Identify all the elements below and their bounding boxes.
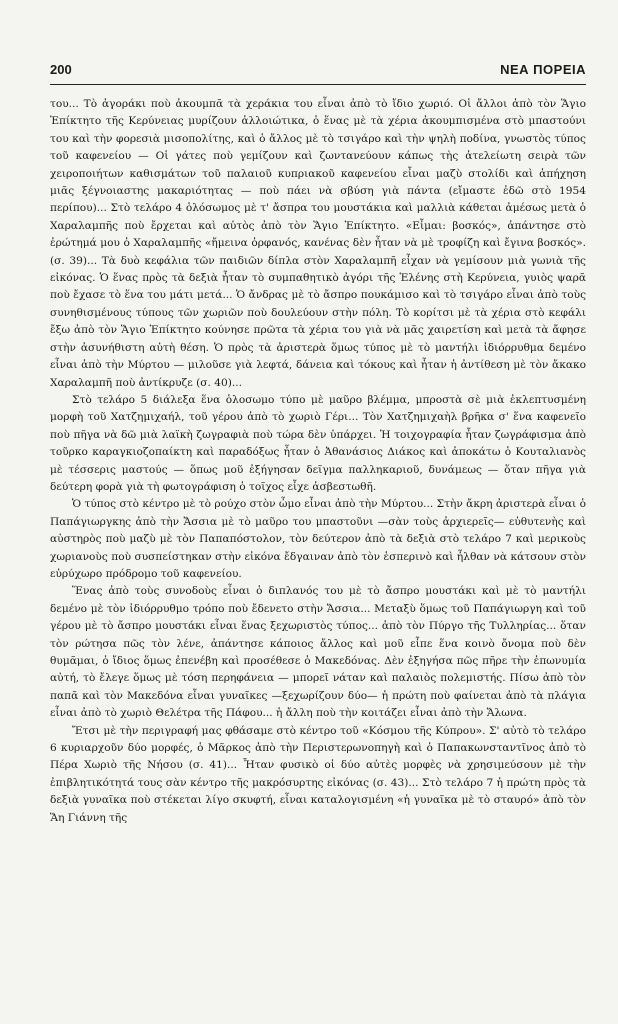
- paragraph: Ἕνας ἀπὸ τοὺς συνοδοὺς εἶναι ὁ διπλανός του μὲ τὸ ἄσπρο μουστάκι καὶ μὲ τὸ μαντήλι δεμένο μὲ τὸν ἰδιόρρυθμο τρόπο ποὺ ἔδενετο στὴν Ἄσσια... Μεταξὺ ὅμως τοῦ Παπάγιωργη καὶ τοῦ γέρου μὲ τὸ ἄσπρο μουστάκι εἶναι ἕνας ξεχωριστὸς τύπος... ἀπὸ τὸν Πύργο τῆς Τυλληρίας... ὅταν τὸν ρώτησα πῶς τὸν λένε, ἀπάντησε κάποιος ἄλλος καὶ μοῦ εἶπε ἕνα κοινὸ ὄνομα ποὺ δὲν θυμᾶμαι, ὁ ἴδιος ὅμως ἐπενέβη καὶ προσέθεσε ὁ Μακεδόνας. Δὲν ἐξηγήσα πῶς πῆρε τὴν ἐπωνυμία αὐτή, τὸ ἔλεγε ὅμως μὲ τόση περηφάνεια — μπορεῖ νάταν καὶ παλαιὸς πολεμιστής. Πίσω ἀπὸ τὸν παπᾶ καὶ τὸν Μακεδόνα εἶναι γυναῖκες —ξεχωρίζουν δύο— ἡ πρώτη ποὺ φαίνεται ἀπὸ τὰ πλάγια εἶναι ἀπὸ τὸ χωριὸ Θελέτρα τῆς Πάφου... ἡ ἄλλη ποὺ τὴν κοιτάζει εἶναι ἀπὸ τὴν Ἄλωνα.: [50, 585, 586, 720]
- body-text: [50, 96, 586, 827]
- running-title: ΝΕΑ ΠΟΡΕΙΑ: [500, 62, 586, 77]
- header-rule: [50, 84, 586, 85]
- page-number: 200: [50, 62, 72, 77]
- page-header: [50, 62, 586, 86]
- paragraph: του... Τὸ ἀγοράκι ποὺ ἀκουμπᾶ τὰ χεράκια του εἶναι ἀπὸ τὸ ἴδιο χωριό. Οἱ ἄλλοι ἀπὸ τὸν Ἅγιο Ἐπίκτητο τῆς Κερύνειας μυρίζουν ἀλλοιώτικα, ὁ ἕνας μὲ τὰ χέρια ἀκουμπισμένα στὸ μπαστούνι του καὶ τὴν φορεσιὰ μισοπολίτης, καὶ ὁ ἄλλος μὲ τὸ τσιγάρο καὶ τὴν ψηλὴ ποδίνα, γνωστὸς τύπος τοῦ καφενείου — Οἱ γάτες ποὺ γεμίζουν καὶ ζωντανεύουν κάπως τὴς ἀτελείωτη σειρὰ τῶν χειροποιήτων καθισμάτων τοῦ παλαιοῦ κυπριακοῦ καφενείου εἶναι μαζὺ στολίδι καὶ ἀπήχηση μιᾶς ξέγνοιαστης μακαριότητας — ποὺ πάει νὰ σβύση γιὰ πάντα (εἴμαστε ἐδῶ στὸ 1954 περίπου)... Στὸ τελάρο 4 ὁλόσωμος μὲ τ' ἄσπρα του μουστάκια καὶ μαλλιὰ κάθεται ἀμέσως μετὰ ὁ Χαραλαμπῆς ποὺ ἔρχεται καὶ αὐτὸς ἀπὸ τὸν Ἅγιο Ἐπίκτητο. «Εἶμαι: βοσκός», ἀπάντησε στὸ ἐρώτημά μου ὁ Χαραλαμπῆς «ἤμεινα ὀρφανός, κανένας δὲν ἦταν νὰ μὲ τροφίζη καὶ ἔγινα βοσκός». (σ. 39)... Τὰ δυὸ κεφάλια τῶν παιδιῶν δίπλα στὸν Χαραλαμπῆ εἶχαν νὰ γεμίσουν μιὰ γωνιὰ τῆς εἰκόνας. Ὁ ἕνας πρὸς τὰ δεξιὰ ἦταν τὸ συμπαθητικὸ ἀγόρι τῆς Ἑλένης στὴ Κερύνεια, γυιὸς ψαρᾶ ποὺ ἔχασε τὸ ἕνα του μάτι μετά... Ὁ ἄνδρας μὲ τὸ ἄσπρο πουκάμισο καὶ τὸ τσιγάρο εἶναι ἀπὸ τοὺς συνηθισμένους τύπους τῶν χωριῶν ποὺ δουλεύουν στὴν πόλη. Τὸ κορίτσι μὲ τὰ χέρια στὸ κεφάλι ἔξω ἀπὸ τὸν Ἅγιο Ἐπίκτητο κούνησε πρῶτα τὰ χέρια του γιὰ νὰ μᾶς χαιρετίση καὶ μετὰ τὰ ἄφησε στὴν ἀσυνήθιστη αὐτὴ θέση. Ὁ πρὸς τὰ ἀριστερὰ ὅμως τύπος μὲ τὸ μαντήλι ἰδιόρρυθμα δεμένο εἶναι ἀπὸ τὴν Μύρτου — μιλοῦσε γιὰ λεφτά, δάνεια καὶ τόκους καὶ ἦταν ἡ ἀντίθεση μὲ τὸν ἄκακο Χαραλαμπῆ ποὺ ἀντίκρυζε (σ. 40)...: [50, 98, 586, 389]
- paragraph: Στὸ τελάρο 5 διάλεξα ἕνα ὁλοσωμο τύπο μὲ μαῦρο βλέμμα, μπροστὰ σὲ μιὰ ἐκλεπτυσμένη μορφὴ τοῦ Χατζημιχαήλ, τοῦ γέρου ἀπὸ τὸ χωριὸ Γέρι... Τὸν Χατζημιχαὴλ βρῆκα σ' ἕνα καφενεῖο ποὺ πῆγα νὰ δῶ μιὰ λαϊκὴ ζωγραφιὰ ποὺ τώρα δὲν ὑπάρχει. Ἡ τοιχογραφία ἦταν ζωγράφισμα ἀπὸ τοῦρκο καραγκιοζοπαίκτη καὶ παραδόξως ἦταν ὁ Ἀθανάσιος Διάκος καὶ ἀποκάτω ὁ Κουταλιανὸς μὲ τέσσερις μαστούς — ὅπως μοῦ ἐξήγησαν δεῖγμα παλληκαριοῦ, δυνάμεως — ὅταν πῆγα γιὰ δεύτερη φορὰ γιὰ τὴ φωτογράφιση ὁ τοῖχος εἶχε ἀσβεστωθῆ.: [50, 393, 586, 493]
- paragraph: Ὁ τύπος στὸ κέντρο μὲ τὸ ρούχο στὸν ὦμο εἶναι ἀπὸ τὴν Μύρτου... Στὴν ἄκρη ἀριστερὰ εἶναι ὁ Παπάγιωργκης ἀπὸ τὴν Ἄσσια μὲ τὸ μαῦρο του μπαστοῦνι —σὰν τοὺς ἀρχιερεῖς— εὐθυτενὴς καὶ αὐστηρὸς ποὺ μαζὺ μὲ τὸν Παπαπόστολον, τὸν δεύτερον ἀπὸ τὰ δεξιὰ στὸ τελάρο 7 καὶ μερικοὺς χωριανοὺς ποὺ συσπείστηκαν στὴν εἰκόνα ἔδγαιναν ἀπὸ τὸν ἑσπερινὸ καὶ ἦλθαν νὰ κάτσουν στὸν εὐρύχωρο πρόδρομο τοῦ καφενείου.: [50, 498, 586, 580]
- paragraph: Ἔτσι μὲ τὴν περιγραφή μας φθάσαμε στὸ κέντρο τοῦ «Κόσμου τῆς Κύπρου». Σ' αὐτὸ τὸ τελάρο 6 κυριαρχοῦν δύο μορφές, ὁ Μᾶρκος ἀπὸ τὴν Περιστερωνοπηγὴ καὶ ὁ Παπακωνσταντῖνος ἀπὸ τὸ Πέρα Χωριὸ τῆς Νήσου (σ. 41)... Ἦταν φυσικὸ οἱ δύο αὐτὲς μορφὲς νὰ χρησιμεύσουν μὲ τὴν ἐπιβλητικότητά τους σὰν κέντρο τῆς μακρόσυρτης εἰκόνας (σ. 43)... Στὸ τελάρο 7 ἡ πρώτη πρὸς τὰ δεξιὰ γυναῖκα ποὺ στέκεται λίγο σκυφτή, εἶναι καταλογισμένη «ἡ γυναῖκα μὲ τὸ σταυρό» ἀπὸ τὸν Ἅη Γιάννη τῆς: [50, 724, 586, 824]
